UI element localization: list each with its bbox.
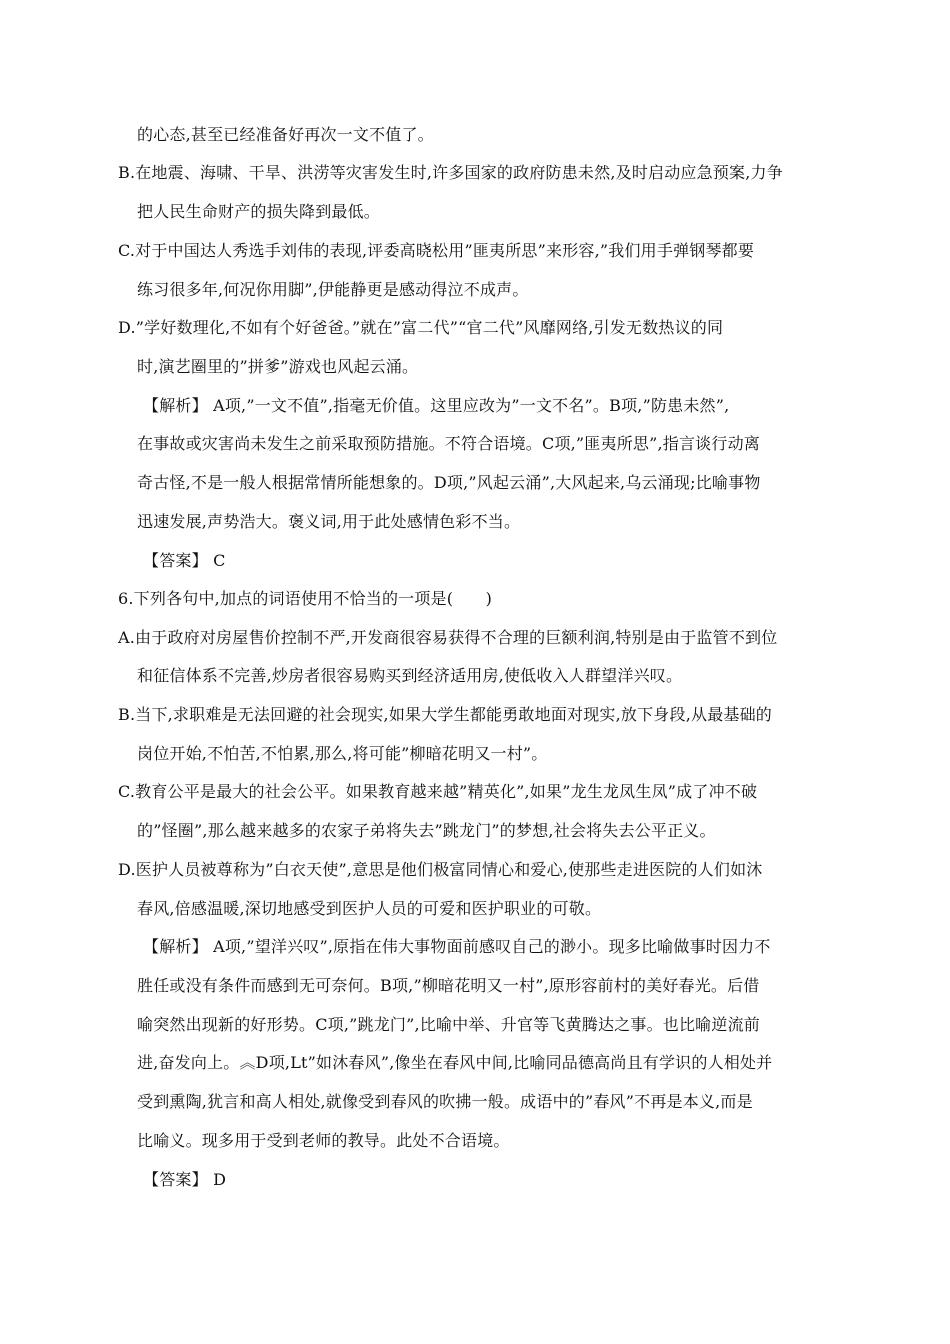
q6-analysis-line4: 进,奋发向上。︽D项,Lt”如沐春风”,像坐在春风中间,比喻同品德高尚且有学识的人相处并	[137, 1053, 773, 1072]
q6-answer: 【答案】 D	[143, 1170, 227, 1189]
q6-option-b-line1: B.当下,求职难是无法回避的社会现实,如果大学生都能勇敢地面对现实,放下身段,从最基础的	[118, 705, 772, 724]
q6-option-a-line2: 和征信体系不完善,炒房者很容易购买到经济适用房,使低收入人群望洋兴叹。	[137, 666, 683, 685]
q5-option-c-line2: 练习很多年,何况你用脚”,伊能静更是感动得泣不成声。	[137, 280, 529, 299]
q5-option-c-line1: C.对于中国达人秀选手刘伟的表现,评委高晓松用”匪夷所思”来形容,”我们用手弹钢琴都要	[118, 241, 755, 260]
q6-option-d-line1: D.医护人员被尊称为”白衣天使”,意思是他们极富同情心和爱心,使那些走进医院的人们如沐	[118, 860, 763, 879]
q5-analysis-line4: 迅速发展,声势浩大。褒义词,用于此处感情色彩不当。	[137, 512, 521, 531]
q6-analysis-line1: 【解析】 A项,”望洋兴叹”,原指在伟大事物面前感叹自己的渺小。现多比喻做事时因力不	[143, 937, 771, 956]
q6-option-c-line1: C.教育公平是最大的社会公平。如果教育越来越”精英化”,如果”龙生龙凤生凤”成了冲不破	[118, 782, 758, 801]
q6-option-a-line1: A.由于政府对房屋售价控制不严,开发商很容易获得不合理的巨额利润,特别是由于监管不到位	[118, 628, 778, 647]
q5-option-a-tail: 的心态,甚至已经准备好再次一文不值了。	[137, 125, 434, 144]
q5-option-b-line2: 把人民生命财产的损失降到最低。	[137, 202, 381, 221]
q6-option-b-line2: 岗位开始,不怕苦,不怕累,那么,将可能”柳暗花明又一村”。	[137, 744, 548, 763]
q6-analysis-line3: 喻突然出现新的好形势。C项,”跳龙门”,比喻中举、升官等飞黄腾达之事。也比喻逆流前	[137, 1015, 760, 1034]
q6-option-d-line2: 春风,倍感温暖,深切地感受到医护人员的可爱和医护职业的可敬。	[137, 899, 602, 918]
q5-analysis-line1: 【解析】 A项,”一文不值”,指毫无价值。这里应改为”一文不名”。B项,”防患未然”,	[143, 396, 730, 415]
q5-analysis-line2: 在事故或灾害尚未发生之前采取预防措施。不符合语境。C项,”匪夷所思”,指言谈行动离	[137, 434, 760, 453]
q6-analysis-line6: 比喻义。现多用于受到老师的教导。此处不合语境。	[137, 1131, 510, 1150]
q5-option-b-line1: B.在地震、海啸、干旱、洪涝等灾害发生时,许多国家的政府防患未然,及时启动应急预案,力争	[118, 163, 783, 182]
q5-option-d-line2: 时,演艺圈里的”拼爹”游戏也风起云涌。	[137, 357, 419, 376]
q6-stem: 6.下列各句中,加点的词语使用不恰当的一项是( )	[118, 589, 493, 608]
q5-option-d-line1: D.”学好数理化,不如有个好爸爸。”就在”富二代”“官二代”风靡网络,引发无数热议的同	[118, 318, 724, 337]
q6-analysis-line5: 受到熏陶,犹言和高人相处,就像受到春风的吹拂一般。成语中的”春风”不再是本义,而是	[137, 1092, 753, 1111]
q5-analysis-line3: 奇古怪,不是一般人根据常情所能想象的。D项,”风起云涌”,大风起来,乌云涌现;比喻事物	[137, 473, 761, 492]
q6-analysis-line2: 胜任或没有条件而感到无可奈何。B项,”柳暗花明又一村”,原形容前村的美好春光。后借	[137, 976, 760, 995]
q6-option-c-line2: 的”怪圈”,那么越来越多的农家子弟将失去”跳龙门”的梦想,社会将失去公平正义。	[137, 821, 716, 840]
q5-answer: 【答案】 C	[143, 551, 226, 570]
